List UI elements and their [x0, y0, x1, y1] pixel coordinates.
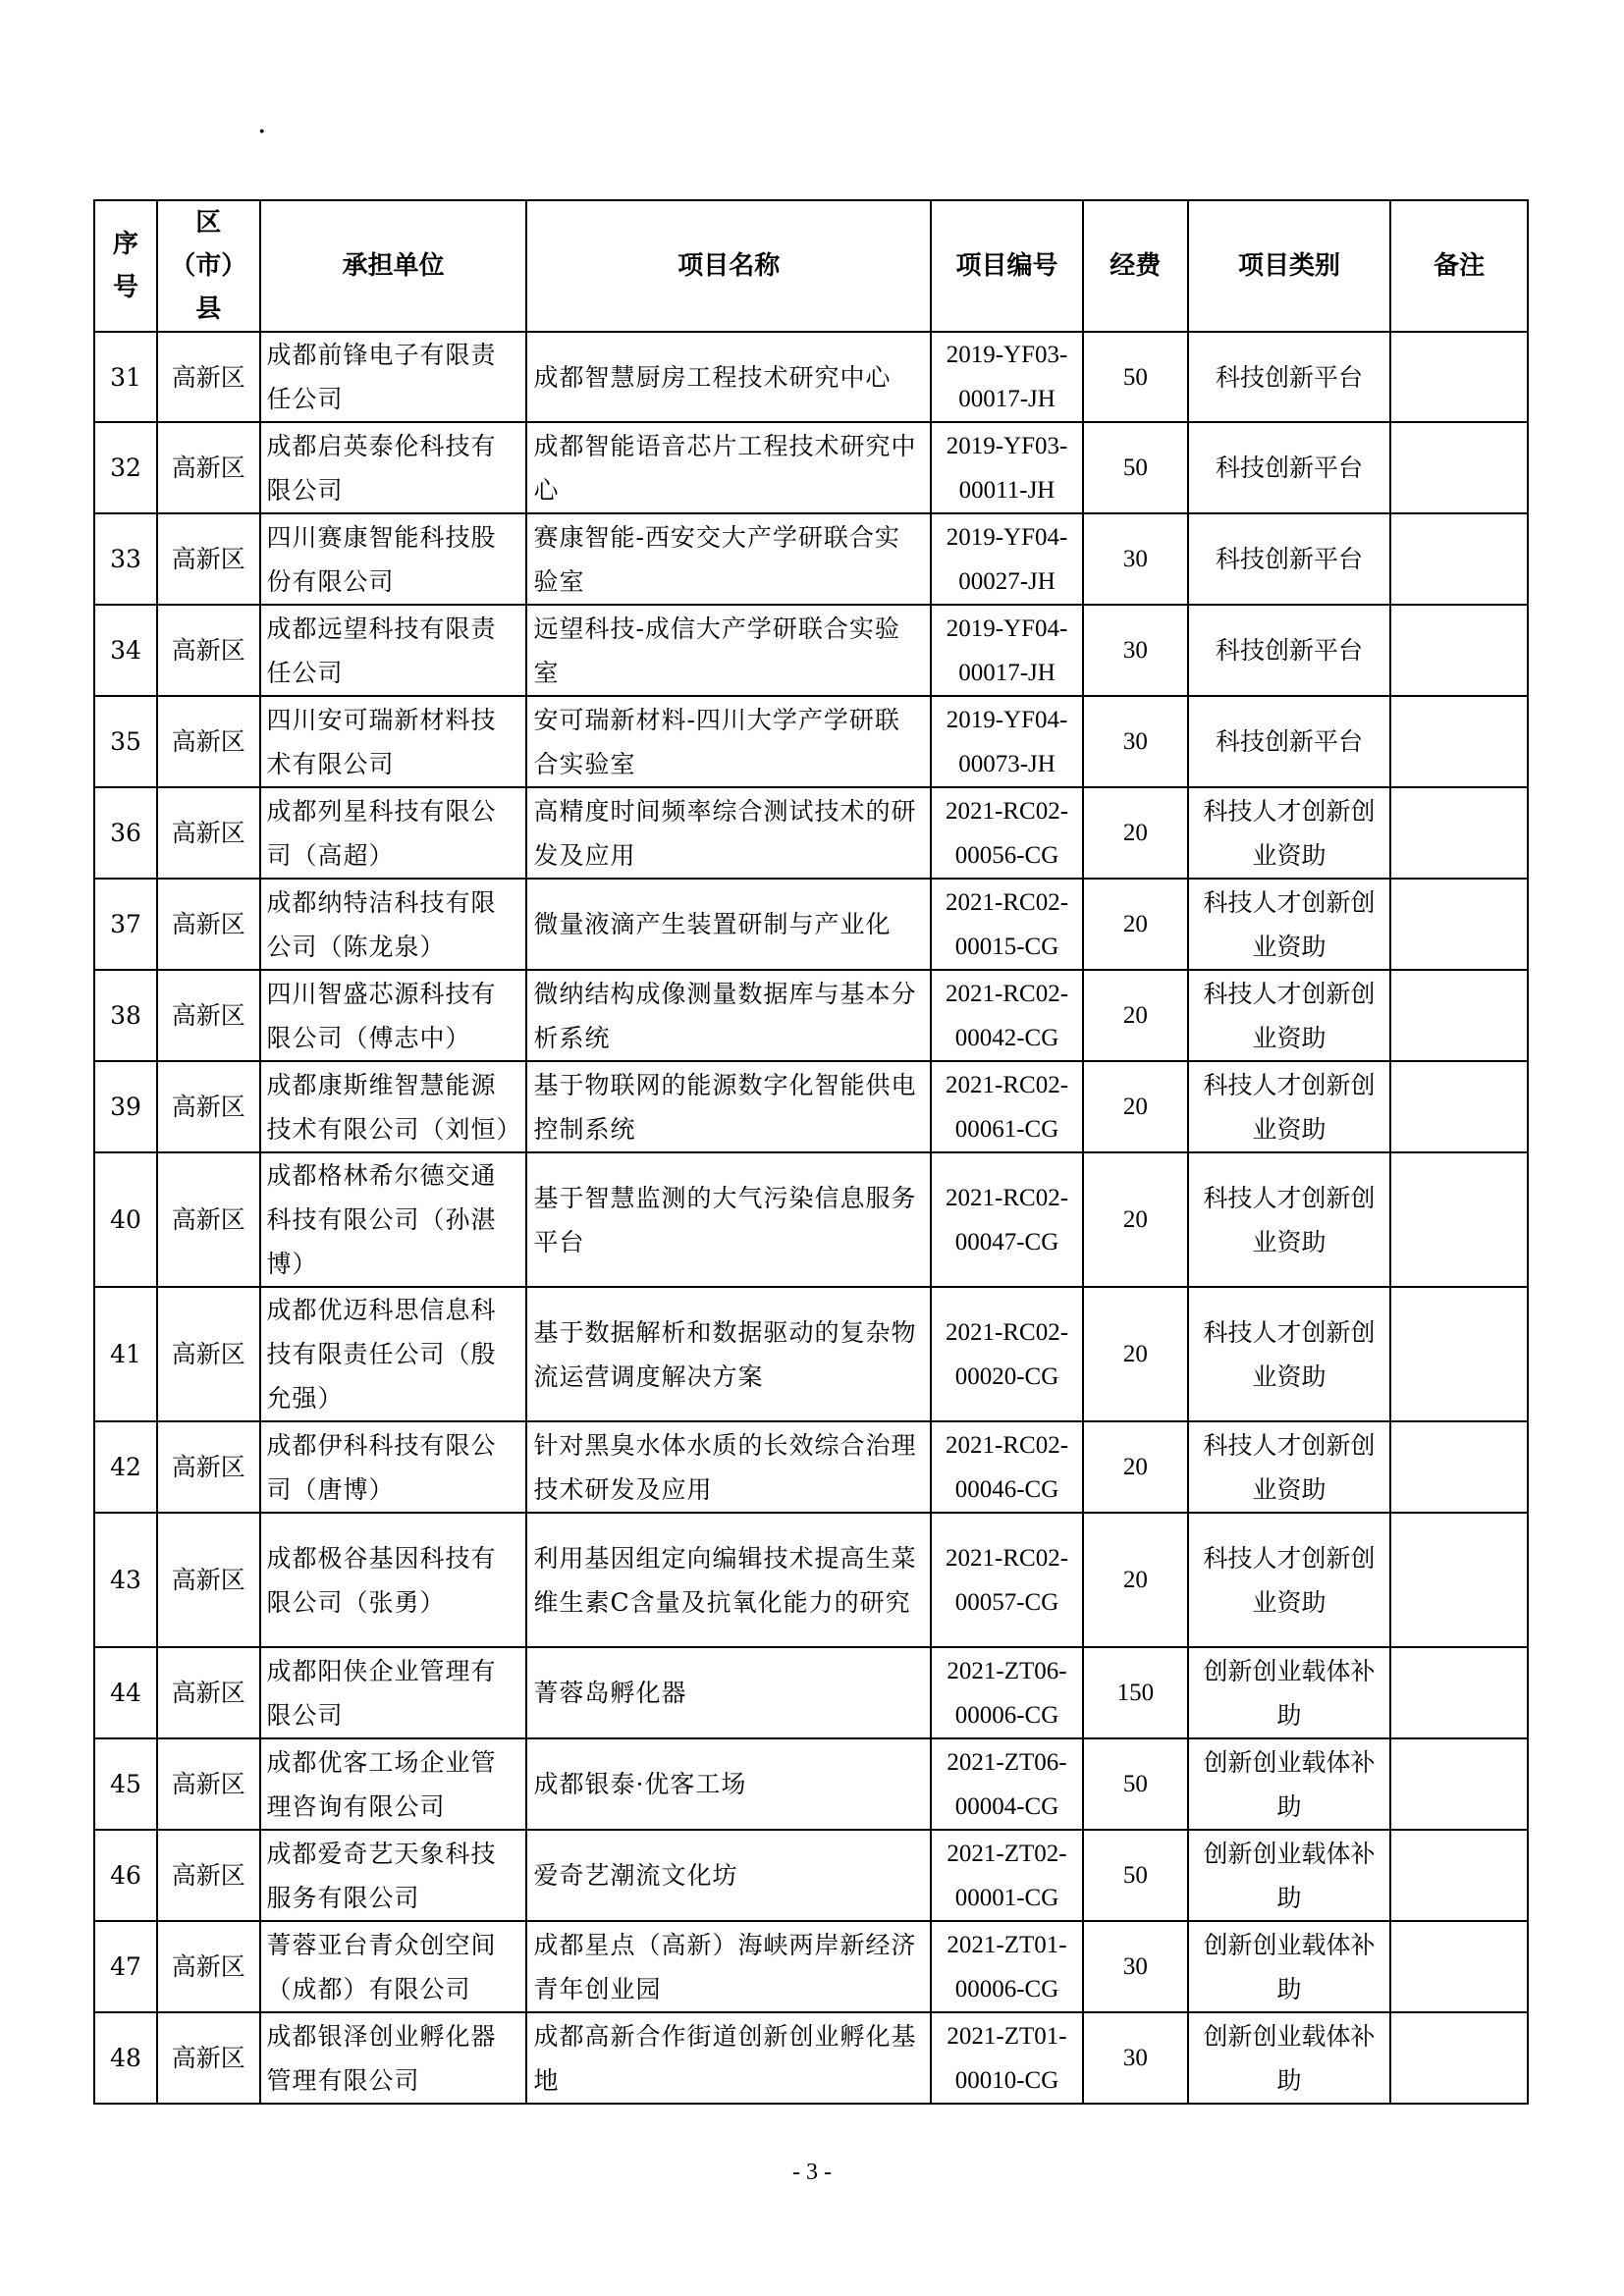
cell-district: 高新区 — [157, 1830, 259, 1921]
cell-district: 高新区 — [157, 1647, 259, 1738]
cell-note — [1390, 1152, 1528, 1287]
cell-project: 高精度时间频率综合测试技术的研发及应用 — [526, 787, 931, 879]
cell-category: 科技人才创新创业资助 — [1188, 879, 1391, 970]
cell-note — [1390, 332, 1528, 422]
cell-district: 高新区 — [157, 1061, 259, 1152]
cell-category: 科技人才创新创业资助 — [1188, 1152, 1391, 1287]
cell-category: 科技人才创新创业资助 — [1188, 787, 1391, 879]
cell-project: 安可瑞新材料-四川大学产学研联合实验室 — [526, 696, 931, 787]
header-funds: 经费 — [1083, 200, 1188, 332]
cell-funds: 50 — [1083, 422, 1188, 513]
cell-no: 43 — [94, 1513, 157, 1647]
cell-funds: 50 — [1083, 1738, 1188, 1830]
cell-unit: 菁蓉亚台青众创空间（成都）有限公司 — [260, 1921, 527, 2012]
cell-district: 高新区 — [157, 1287, 259, 1421]
cell-unit: 成都前锋电子有限责任公司 — [260, 332, 527, 422]
table-header-row — [94, 200, 1528, 332]
cell-category: 科技人才创新创业资助 — [1188, 970, 1391, 1061]
cell-note — [1390, 787, 1528, 879]
cell-unit: 成都格林希尔德交通科技有限公司（孙湛博） — [260, 1152, 527, 1287]
header-no: 序号 — [94, 200, 157, 332]
cell-funds: 30 — [1083, 2012, 1188, 2104]
cell-note — [1390, 1921, 1528, 2012]
cell-category: 创新创业载体补助 — [1188, 1647, 1391, 1738]
table-row — [94, 1830, 1528, 1921]
cell-no: 37 — [94, 879, 157, 970]
table-row — [94, 1513, 1528, 1647]
cell-unit: 成都极谷基因科技有限公司（张勇） — [260, 1513, 527, 1647]
header-category: 项目类别 — [1188, 200, 1391, 332]
cell-project: 微量液滴产生装置研制与产业化 — [526, 879, 931, 970]
cell-category: 创新创业载体补助 — [1188, 1921, 1391, 2012]
cell-project: 成都银泰·优客工场 — [526, 1738, 931, 1830]
table-row — [94, 1287, 1528, 1421]
cell-code: 2021-RC02-00042-CG — [931, 970, 1083, 1061]
cell-no: 44 — [94, 1647, 157, 1738]
cell-unit: 成都启英泰伦科技有限公司 — [260, 422, 527, 513]
cell-code: 2021-RC02-00061-CG — [931, 1061, 1083, 1152]
cell-code: 2021-ZT06-00004-CG — [931, 1738, 1083, 1830]
cell-no: 35 — [94, 696, 157, 787]
table-row — [94, 1738, 1528, 1830]
cell-no: 41 — [94, 1287, 157, 1421]
table-row — [94, 1061, 1528, 1152]
cell-project: 远望科技-成信大产学研联合实验室 — [526, 605, 931, 696]
table-row — [94, 422, 1528, 513]
cell-unit: 成都康斯维智慧能源技术有限公司（刘恒） — [260, 1061, 527, 1152]
cell-note — [1390, 2012, 1528, 2104]
cell-no: 40 — [94, 1152, 157, 1287]
cell-district: 高新区 — [157, 879, 259, 970]
cell-no: 34 — [94, 605, 157, 696]
cell-no: 33 — [94, 513, 157, 605]
cell-note — [1390, 1061, 1528, 1152]
table-row — [94, 2012, 1528, 2104]
cell-unit: 成都优客工场企业管理咨询有限公司 — [260, 1738, 527, 1830]
cell-project: 微纳结构成像测量数据库与基本分析系统 — [526, 970, 931, 1061]
cell-no: 31 — [94, 332, 157, 422]
cell-project: 成都智能语音芯片工程技术研究中心 — [526, 422, 931, 513]
cell-funds: 30 — [1083, 605, 1188, 696]
cell-project: 爱奇艺潮流文化坊 — [526, 1830, 931, 1921]
table-row — [94, 1647, 1528, 1738]
cell-funds: 20 — [1083, 787, 1188, 879]
cell-category: 科技创新平台 — [1188, 605, 1391, 696]
cell-category: 科技创新平台 — [1188, 332, 1391, 422]
cell-code: 2021-RC02-00047-CG — [931, 1152, 1083, 1287]
cell-project: 赛康智能-西安交大产学研联合实验室 — [526, 513, 931, 605]
cell-code: 2019-YF03-00011-JH — [931, 422, 1083, 513]
cell-district: 高新区 — [157, 332, 259, 422]
cell-no: 36 — [94, 787, 157, 879]
cell-district: 高新区 — [157, 1921, 259, 2012]
cell-project: 成都高新合作街道创新创业孵化基地 — [526, 2012, 931, 2104]
cell-code: 2019-YF04-00027-JH — [931, 513, 1083, 605]
cell-category: 科技人才创新创业资助 — [1188, 1061, 1391, 1152]
cell-district: 高新区 — [157, 513, 259, 605]
table-row — [94, 879, 1528, 970]
cell-code: 2021-ZT01-00010-CG — [931, 2012, 1083, 2104]
cell-category: 创新创业载体补助 — [1188, 1830, 1391, 1921]
cell-funds: 20 — [1083, 970, 1188, 1061]
cell-no: 38 — [94, 970, 157, 1061]
cell-project: 成都智慧厨房工程技术研究中心 — [526, 332, 931, 422]
cell-no: 32 — [94, 422, 157, 513]
cell-funds: 20 — [1083, 1421, 1188, 1513]
cell-funds: 20 — [1083, 1287, 1188, 1421]
cell-no: 48 — [94, 2012, 157, 2104]
cell-no: 46 — [94, 1830, 157, 1921]
cell-no: 39 — [94, 1061, 157, 1152]
cell-code: 2021-RC02-00056-CG — [931, 787, 1083, 879]
cell-unit: 成都列星科技有限公司（高超） — [260, 787, 527, 879]
cell-unit: 四川安可瑞新材料技术有限公司 — [260, 696, 527, 787]
cell-district: 高新区 — [157, 787, 259, 879]
table-row — [94, 605, 1528, 696]
cell-district: 高新区 — [157, 696, 259, 787]
cell-funds: 20 — [1083, 1152, 1188, 1287]
cell-note — [1390, 970, 1528, 1061]
cell-project: 利用基因组定向编辑技术提高生菜维生素C含量及抗氧化能力的研究 — [526, 1513, 931, 1647]
cell-project: 针对黑臭水体水质的长效综合治理技术研发及应用 — [526, 1421, 931, 1513]
cell-unit: 成都远望科技有限责任公司 — [260, 605, 527, 696]
cell-note — [1390, 513, 1528, 605]
cell-funds: 30 — [1083, 513, 1188, 605]
cell-unit: 成都优迈科思信息科技有限责任公司（殷允强） — [260, 1287, 527, 1421]
header-code: 项目编号 — [931, 200, 1083, 332]
cell-code: 2021-RC02-00057-CG — [931, 1513, 1083, 1647]
cell-code: 2019-YF03-00017-JH — [931, 332, 1083, 422]
table-row — [94, 1421, 1528, 1513]
cell-district: 高新区 — [157, 422, 259, 513]
cell-district: 高新区 — [157, 1738, 259, 1830]
cell-no: 47 — [94, 1921, 157, 2012]
cell-funds: 150 — [1083, 1647, 1188, 1738]
cell-project: 基于物联网的能源数字化智能供电控制系统 — [526, 1061, 931, 1152]
table-row — [94, 696, 1528, 787]
cell-district: 高新区 — [157, 970, 259, 1061]
table-row — [94, 332, 1528, 422]
cell-funds: 50 — [1083, 1830, 1188, 1921]
cell-category: 科技创新平台 — [1188, 422, 1391, 513]
cell-code: 2019-YF04-00017-JH — [931, 605, 1083, 696]
cell-unit: 成都纳特洁科技有限公司（陈龙泉） — [260, 879, 527, 970]
cell-district: 高新区 — [157, 1152, 259, 1287]
page-mark: · — [257, 115, 267, 149]
cell-project: 基于智慧监测的大气污染信息服务平台 — [526, 1152, 931, 1287]
cell-note — [1390, 1421, 1528, 1513]
cell-project: 菁蓉岛孵化器 — [526, 1647, 931, 1738]
table-row — [94, 1921, 1528, 2012]
table-row — [94, 970, 1528, 1061]
header-project: 项目名称 — [526, 200, 931, 332]
cell-funds: 20 — [1083, 879, 1188, 970]
cell-code: 2021-RC02-00046-CG — [931, 1421, 1083, 1513]
cell-category: 科技人才创新创业资助 — [1188, 1287, 1391, 1421]
cell-note — [1390, 879, 1528, 970]
cell-funds: 50 — [1083, 332, 1188, 422]
cell-code: 2019-YF04-00073-JH — [931, 696, 1083, 787]
cell-unit: 成都银泽创业孵化器管理有限公司 — [260, 2012, 527, 2104]
cell-category: 科技人才创新创业资助 — [1188, 1513, 1391, 1647]
cell-note — [1390, 1513, 1528, 1647]
cell-no: 45 — [94, 1738, 157, 1830]
header-note: 备注 — [1390, 200, 1528, 332]
cell-category: 科技创新平台 — [1188, 513, 1391, 605]
header-unit: 承担单位 — [260, 200, 527, 332]
cell-code: 2021-ZT01-00006-CG — [931, 1921, 1083, 2012]
cell-funds: 30 — [1083, 1921, 1188, 2012]
cell-category: 创新创业载体补助 — [1188, 1738, 1391, 1830]
cell-funds: 30 — [1083, 696, 1188, 787]
cell-note — [1390, 1647, 1528, 1738]
cell-code: 2021-ZT02-00001-CG — [931, 1830, 1083, 1921]
cell-unit: 四川赛康智能科技股份有限公司 — [260, 513, 527, 605]
cell-funds: 20 — [1083, 1513, 1188, 1647]
page-number: - 3 - — [792, 2160, 832, 2185]
cell-project: 基于数据解析和数据驱动的复杂物流运营调度解决方案 — [526, 1287, 931, 1421]
cell-category: 科技创新平台 — [1188, 696, 1391, 787]
table-row — [94, 513, 1528, 605]
cell-district: 高新区 — [157, 1513, 259, 1647]
cell-unit: 成都爱奇艺天象科技服务有限公司 — [260, 1830, 527, 1921]
cell-note — [1390, 696, 1528, 787]
cell-note — [1390, 1738, 1528, 1830]
project-table — [93, 199, 1529, 2105]
table-row — [94, 1152, 1528, 1287]
cell-district: 高新区 — [157, 2012, 259, 2104]
cell-no: 42 — [94, 1421, 157, 1513]
cell-code: 2021-RC02-00020-CG — [931, 1287, 1083, 1421]
cell-unit: 成都伊科科技有限公司（唐博） — [260, 1421, 527, 1513]
cell-note — [1390, 605, 1528, 696]
cell-category: 科技人才创新创业资助 — [1188, 1421, 1391, 1513]
cell-note — [1390, 1830, 1528, 1921]
cell-category: 创新创业载体补助 — [1188, 2012, 1391, 2104]
cell-note — [1390, 422, 1528, 513]
cell-note — [1390, 1287, 1528, 1421]
cell-district: 高新区 — [157, 1421, 259, 1513]
cell-code: 2021-ZT06-00006-CG — [931, 1647, 1083, 1738]
cell-code: 2021-RC02-00015-CG — [931, 879, 1083, 970]
table-row — [94, 787, 1528, 879]
cell-funds: 20 — [1083, 1061, 1188, 1152]
cell-district: 高新区 — [157, 605, 259, 696]
cell-unit: 四川智盛芯源科技有限公司（傅志中） — [260, 970, 527, 1061]
header-district: 区（市）县 — [157, 200, 259, 332]
cell-project: 成都星点（高新）海峡两岸新经济青年创业园 — [526, 1921, 931, 2012]
cell-unit: 成都阳侠企业管理有限公司 — [260, 1647, 527, 1738]
